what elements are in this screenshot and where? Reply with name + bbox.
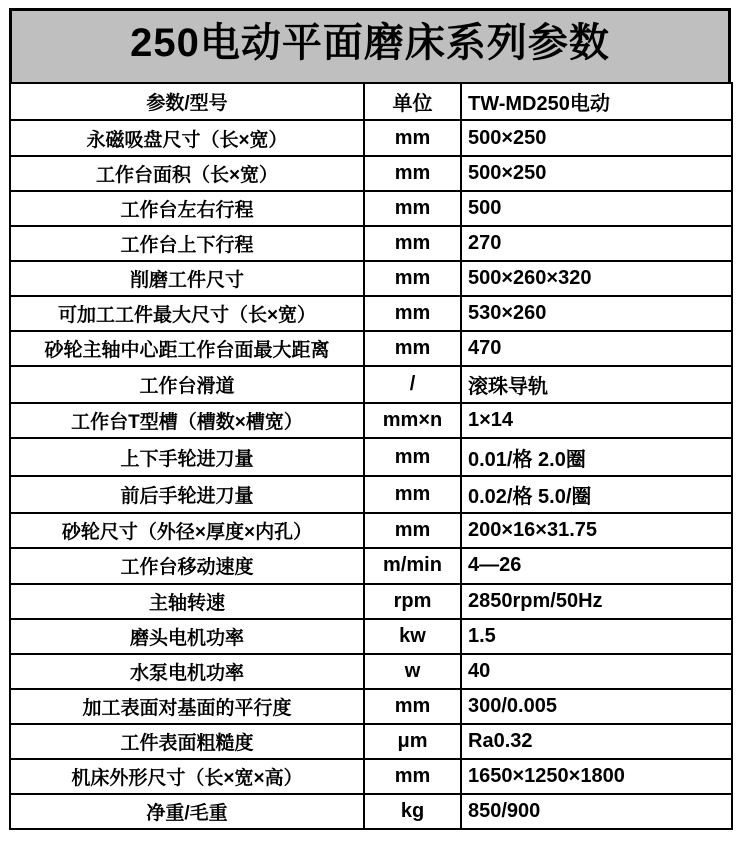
table-row — [10, 120, 732, 155]
value-cell: 1.5 — [461, 619, 732, 654]
value-cell: 4—26 — [461, 548, 732, 583]
unit-cell: mm — [364, 513, 461, 548]
table-row — [10, 156, 732, 191]
param-cell: 工件表面粗糙度 — [10, 724, 364, 759]
table-row — [10, 226, 732, 261]
value-cell: 2850rpm/50Hz — [461, 584, 732, 619]
value-cell: 300/0.005 — [461, 689, 732, 724]
value-cell: 500×260×320 — [461, 261, 732, 296]
value-cell: 530×260 — [461, 296, 732, 331]
unit-cell: w — [364, 654, 461, 689]
unit-cell: mm — [364, 438, 461, 475]
unit-cell: mm — [364, 156, 461, 191]
param-cell: 工作台T型槽（槽数×槽宽） — [10, 403, 364, 438]
value-cell: 0.02/格 5.0/圈 — [461, 476, 732, 513]
param-cell: 前后手轮进刀量 — [10, 476, 364, 513]
unit-cell: kw — [364, 619, 461, 654]
unit-cell: mm — [364, 120, 461, 155]
table-header-row — [10, 83, 732, 120]
param-cell: 加工表面对基面的平行度 — [10, 689, 364, 724]
unit-cell: mm — [364, 226, 461, 261]
param-cell: 工作台滑道 — [10, 366, 364, 403]
header-unit-cell: 单位 — [364, 83, 461, 120]
param-cell: 主轴转速 — [10, 584, 364, 619]
spec-table — [9, 82, 733, 830]
unit-cell: mm — [364, 331, 461, 366]
table-row — [10, 366, 732, 403]
unit-cell: mm — [364, 689, 461, 724]
spec-sheet — [9, 8, 731, 830]
table-row — [10, 794, 732, 829]
param-cell: 工作台移动速度 — [10, 548, 364, 583]
unit-cell: rpm — [364, 584, 461, 619]
value-cell: 0.01/格 2.0圈 — [461, 438, 732, 475]
table-row — [10, 724, 732, 759]
value-cell: 850/900 — [461, 794, 732, 829]
unit-cell: mm — [364, 191, 461, 226]
unit-cell: kg — [364, 794, 461, 829]
unit-cell: mm — [364, 476, 461, 513]
unit-cell: mm — [364, 296, 461, 331]
table-row — [10, 438, 732, 475]
table-row — [10, 759, 732, 794]
value-cell: 40 — [461, 654, 732, 689]
param-cell: 工作台左右行程 — [10, 191, 364, 226]
table-row — [10, 513, 732, 548]
param-cell: 削磨工件尺寸 — [10, 261, 364, 296]
value-cell: 滚珠导轨 — [461, 366, 732, 403]
unit-cell: mm — [364, 759, 461, 794]
unit-cell: mm — [364, 261, 461, 296]
value-cell: 1×14 — [461, 403, 732, 438]
header-model-cell: TW-MD250电动 — [461, 83, 732, 120]
unit-cell: μm — [364, 724, 461, 759]
param-cell: 工作台上下行程 — [10, 226, 364, 261]
value-cell: 200×16×31.75 — [461, 513, 732, 548]
table-row — [10, 261, 732, 296]
unit-cell: m/min — [364, 548, 461, 583]
value-cell: 270 — [461, 226, 732, 261]
param-cell: 上下手轮进刀量 — [10, 438, 364, 475]
page-title: 250电动平面磨床系列参数 — [9, 8, 731, 85]
value-cell: 500×250 — [461, 120, 732, 155]
table-row — [10, 296, 732, 331]
table-row — [10, 331, 732, 366]
param-cell: 砂轮主轴中心距工作台面最大距离 — [10, 331, 364, 366]
param-cell: 工作台面积（长×宽） — [10, 156, 364, 191]
table-row — [10, 191, 732, 226]
param-cell: 水泵电机功率 — [10, 654, 364, 689]
param-cell: 机床外形尺寸（长×宽×高） — [10, 759, 364, 794]
header-param-cell: 参数/型号 — [10, 83, 364, 120]
param-cell: 可加工工件最大尺寸（长×宽） — [10, 296, 364, 331]
param-cell: 永磁吸盘尺寸（长×宽） — [10, 120, 364, 155]
table-row — [10, 689, 732, 724]
unit-cell: mm×n — [364, 403, 461, 438]
value-cell: 1650×1250×1800 — [461, 759, 732, 794]
table-row — [10, 619, 732, 654]
value-cell: 500 — [461, 191, 732, 226]
param-cell: 净重/毛重 — [10, 794, 364, 829]
table-row — [10, 548, 732, 583]
value-cell: Ra0.32 — [461, 724, 732, 759]
value-cell: 470 — [461, 331, 732, 366]
table-row — [10, 584, 732, 619]
param-cell: 砂轮尺寸（外径×厚度×内孔） — [10, 513, 364, 548]
table-row — [10, 476, 732, 513]
unit-cell: / — [364, 366, 461, 403]
table-row — [10, 403, 732, 438]
spec-table-body — [10, 83, 732, 829]
param-cell: 磨头电机功率 — [10, 619, 364, 654]
value-cell: 500×250 — [461, 156, 732, 191]
table-row — [10, 654, 732, 689]
